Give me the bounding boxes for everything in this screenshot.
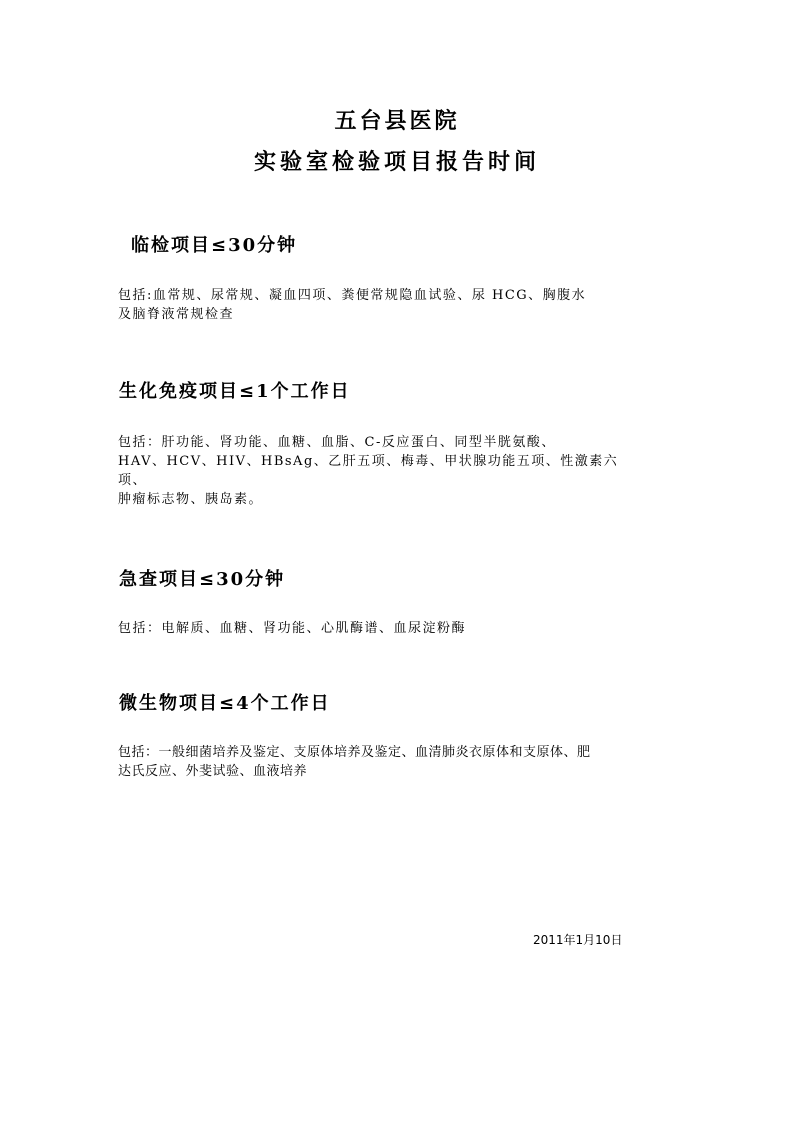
body-line: 包括：一般细菌培养及鉴定、支原体培养及鉴定、血清肺炎衣原体和支原体、肥 <box>118 745 591 760</box>
section-body-emergency-tests <box>118 619 688 638</box>
section-heading-routine-tests: 临检项目≤30分钟 <box>131 235 298 256</box>
report-date: 2011年1月10日 <box>533 933 623 947</box>
body-line: 包括:血常规、尿常规、凝血四项、粪便常规隐血试验、尿 HCG、胸腹水 <box>118 288 587 303</box>
section-heading-emergency-tests: 急查项目≤30分钟 <box>119 569 286 590</box>
body-line: 达氏反应、外斐试验、血液培养 <box>118 764 308 779</box>
section-heading-microbiology: 微生物项目≤4个工作日 <box>119 693 331 714</box>
section-body-microbiology <box>118 743 688 781</box>
report-title: 实验室检验项目报告时间 <box>253 149 540 175</box>
section-heading-biochem-immuno: 生化免疫项目≤1个工作日 <box>119 381 351 402</box>
body-line: 肿瘤标志物、胰岛素。 <box>118 492 264 507</box>
body-line: 项、 <box>118 473 148 488</box>
section-body-biochem-immuno <box>118 433 688 509</box>
body-line: 包括：肝功能、肾功能、血糖、血脂、C-反应蛋白、同型半胱氨酸、 <box>118 435 556 450</box>
hospital-name-title: 五台县医院 <box>334 108 460 134</box>
body-line: 及脑脊液常规检查 <box>118 307 235 322</box>
body-line: HAV、HCV、HIV、HBsAg、乙肝五项、梅毒、甲状腺功能五项、性激素六 <box>118 454 619 469</box>
section-body-routine-tests <box>118 286 688 324</box>
body-line: 包括：电解质、血糖、肾功能、心肌酶谱、血尿淀粉酶 <box>118 621 467 636</box>
